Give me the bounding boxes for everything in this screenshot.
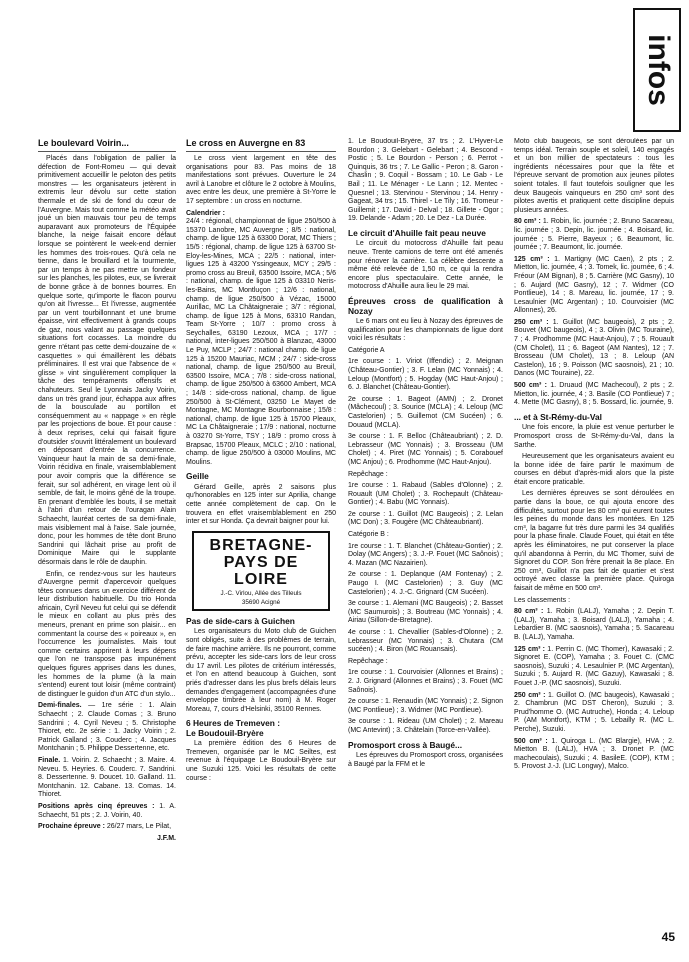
results-text: 3e course : 1. F. Belloc (Châteaubriant) ; 2. D. Lebrasseur (MC Yonnais) ; 3. Brosseau (UM Cholet) ; 4. Piret (MC Yonnais) ; 5. Corabouef (MC Anjou) ; 6. Prodhomme (MC Haut-Anjou).	[348, 433, 503, 466]
results-text: 1re course : 1. Viriot (Iffendic) ; 2. Meignan (Château-Gontier) ; 3. F. Lelan (MC Yonnais) ; 4. Leloup (Montfort) ; 5. Hogday (MC Haut-Anjou) ; 6. J. Blanchet (Château-Gontier).	[348, 358, 503, 392]
column-3	[348, 138, 503, 928]
results-label: 80 cm³ :	[514, 218, 541, 226]
calendar	[186, 210, 336, 468]
results-text: 1. Guillot (MC baugeois), 2 pts ; 2. Bouvet (MC baugeois), 4 ; 3. Olivin (MC Touraine), 7 ; 4. Prodhomme (MC Haut-Anjou), 7 ; 5. Rouault (CM Cholet), 11 ; 6. Bageot (AM Nantes), 12 ; 7. Brosseau (UM Cholet), 13 ; 8. Leloup (AN Castelon), 16 ; 9. Poisson (MC saosnois), 21 ; 10. Danos (MC Touraine), 22.	[514, 318, 674, 378]
region-title-line: LOIRE	[234, 570, 288, 588]
results-text: 4e course : 1. Chevallier (Sables-d'Olonne) ; 2. Lebrasseur (MC Yonnais) ; 3. Chutara (CM sucéen) ; 4. Biron (MC Rouansais).	[348, 629, 503, 654]
results-text: 1. Voirin. 2. Schaecht ; 3. Maire. 4. Neveu. 5. Heyries. 6. Couderc. 7. Sandrini. 8. Dessertenne. 9. Doucet. 10. Galland. 11. Montchanin. 12. Cabane. 13. Comas. 14. Thioret.	[38, 756, 176, 799]
category-label: Catégorie B :	[348, 531, 389, 539]
results-text: 1. A. Schaecht, 51 pts ; 2. J. Voirin, 40.	[38, 802, 176, 819]
results-80	[514, 608, 674, 642]
results-text: 2e course : 1. Renaudin (MC Yonnais) ; 2. Signon (MC Pontlieue) ; 3. Widmer (MC Pontlieue).	[348, 698, 503, 714]
region-title-line: BRETAGNE-	[209, 536, 313, 554]
results-label: Prochaine épreuve :	[38, 823, 105, 831]
results-positions	[38, 803, 176, 820]
title-line: Le Boudouil-Bryère	[186, 727, 264, 738]
results-label: Positions après cinq épreuves :	[38, 802, 155, 810]
calendar-label: Calendrier :	[186, 209, 225, 217]
results-finale	[38, 757, 176, 800]
results-80	[514, 218, 674, 252]
column-1	[38, 138, 176, 928]
article-body: Heureusement que les organisateurs avaient eu la bonne idée de faire partir le maximum de courses en début d'après-midi alors que la piste était encore praticable.	[514, 453, 674, 486]
infos-logo-art	[635, 10, 679, 130]
classements-label: Les classements :	[514, 596, 571, 604]
region-title-line: PAYS DE	[223, 553, 299, 571]
results-text: 2e série : 1. Jacky Voirin ; 2. Patrick Galland ; 3. Couderc ; 4. Jacques Montchanin ; 5. Philippe Dessertenne, etc.	[38, 728, 176, 753]
article-title-auvergne: Le cross en Auvergne en 83	[186, 138, 336, 152]
results-text: 1. Martigny (MC Caen), 2 pts ; 2. Mietton, lic. journée, 4 ; 3. Tomek, lic. journée, 6 ; 4. Fréour (AM Bignan), 8 ; 5. Carrière (MC Gasny), 10 ; 6. Aujard (MC Gasny), 12 ; 7. Widmer (CO Pontlieue), 14 ; 8. Mareau, lic. journée, 17 ; 9. Lesaulnier (MC Argentan) ; 10. Courvoisier (MC Allonnes), 26.	[514, 255, 674, 315]
article-title-nozay: Épreuves cross de qualification à Nozay	[348, 296, 503, 316]
article-title-st-remy: ... et à St-Rémy-du-Val	[514, 411, 602, 422]
results-label: 500 cm³ :	[514, 382, 547, 390]
author-signature: J.F.M.	[156, 834, 176, 842]
results-label: Demi-finales.	[38, 702, 82, 710]
results-125	[514, 646, 674, 689]
results-text: 1re course : 1. Rabaud (Sables d'Olonne) ; 2. Rouault (UM Cholet) ; 3. Rochepault (Château-Gontier) ; 4. Babu (MC Yonnais).	[348, 482, 503, 507]
article-body: Le cross vient largement en tête des organisations pour 83. Pas moins de 18 manifestations sont prévues. Ouverture le 24 avril à Lanobre et clôture le 2 octobre à Moulins, avec entre les deux, une première à St-Yorre le 17 septembre : un cross en nocturne.	[186, 155, 336, 205]
results-demi	[38, 702, 176, 754]
region-box	[192, 531, 330, 611]
results-label: 500 cm³ :	[514, 737, 548, 745]
results-text: 2e course : 1. Guillot (MC Baugeois) ; 2. Lelan (MC Don) ; 3. Fougère (MC Châteaubriant).	[348, 510, 503, 527]
results-125	[514, 256, 674, 316]
results-text: 26/27 mars, Le Pilat,	[106, 823, 172, 831]
results-label: Finale.	[38, 756, 61, 764]
article-title-voirin: Le boulevard Voirin...	[38, 138, 176, 152]
article-title-promosport: Promosport cross à Baugé...	[348, 739, 463, 750]
results-text: 1. Perrin C. (MC Thomer), Kawasaki ; 2. Signoret E. (COP), Yamaha ; 3. Fouet C. (CMC saosnois), Suzuki ; 4. Lesaulnier P. (MC Argentan), Suzuki ; 5. Aujard R. (MC Gazuy), Kawasaki ; 8. Fouet J.-P. (MC saosnois), Suzuki.	[514, 645, 674, 687]
results-text: 1. Guillot O. (MC baugeois), Kawasaki ; 2. Chambrun (MC DST Cheron), Suzuki ; 3. Prud'homme O. (MC Autruche), Honda ; 4. Leloup P. (AM Montfort), KTM ; 5. Lebailly R. (MC L. Perche), Suzuki.	[514, 691, 674, 733]
article-body: Les organisateurs du Moto club de Guichen sont obligés, suite à des problèmes de terrain, de faire machine arrière. Ils ne pourront, comme prévu, accepter les side-cars lors de leur cross du 17 avril. Les pilotes de critérium intéressés, et l'on en attend beaucoup à Guichen, sont priés d'adresser dans les plus brefs délais leurs demandes d'engagement (accompagnées d'une enveloppe timbrée à leur nom) à M. Roger Moreau, 7, cours d'Helsinki, 35100 Rennes.	[186, 628, 336, 713]
article-title-geille: Geille	[186, 471, 209, 482]
article-body: Gérard Geille, après 2 saisons plus qu'honorables en 125 inter sur Aprilia, change cette année complètement de cap. On le trouvera en effet vraisemblablement en 250 inter et sur Honda. Ça devrait baigner pour lui.	[186, 483, 336, 526]
results-250	[514, 319, 674, 379]
results-label: 250 cm³ :	[514, 318, 549, 326]
article-body: Les épreuves du Promosport cross, organisées à Baugé par la FFM et le	[348, 752, 503, 768]
results-text: 1. Quiroga L. (MC Blargie), HVA ; 2. Mietton B. (LALJ), HVA ; 3. Dronet P. (MC machecoulais), Suzuki ; 4. BasileE. (COP), KTM ; 5. Provost J.-J. (LIC Longwy), Malco.	[514, 737, 674, 771]
article-title-ahuille: Le circuit d'Ahuille fait peau neuve	[348, 227, 486, 238]
infos-logo-text: infos	[642, 34, 676, 106]
page-number: 45	[661, 930, 675, 944]
results-label: 125 cm³ :	[514, 255, 550, 263]
results-text: 2e course : 1. Deplanque (AM Fontenay) ; 2. Paugo I. (MC Castelorien) ; 3. Guy (MC Castelorien) ; 4. J.-C. Grignard (CM Sucéen).	[348, 571, 503, 596]
calendar-text: 24/4 : régional, championnat de ligue 250/500 à 15370 Lanobre, MC Auvergne ; 8/5 : national, champ. de ligue 125 à 63300 Dorat, MC Thiers ; 15/5 : régional, champ. de ligue 125 à 63700 St-Eloy-les-Mines, MCA ; 22/5 : national, inter-ligues 125 à 43200 Yssingeaux, MCY ; 29/5 : promo cross au Breuil, 63500 Issoire, MCA ; 5/6 : national, champ. de ligue 125 à 03310 Neris-les-Bains, MC Montluçon ; 12/6 : national, champ. de ligue 250/500 à Vézac, 15000 Aurillac, MC La Châtaigneraie ; 3/7 : régional, champ. de ligue 125 à Mons, 63310 Randan, Team St-Yorre ; 10/7 : promo cross à Seychalles, 63190 Lezoux, MCA ; 17/7 : national, inter-ligues 250/500 à Blanzac, 43000 Le Puy, MCLP ; 24/7 : national champ. de ligue 125 à 15200 Mauriac, MCM ; 24/7 : side-cross national, champ. de ligue 250/500 au Breuil, 63500 Issoire, MCA ; 7/8 : side-cross national, champ. de ligue 250/500 à 63600 Ambert, MCA ; 14/8 : side-cross national, champ. de ligue 250/500 à St-Clément, 03250 Le Mayet de Montagne, MC Montagne Bourbonnaise ; 15/8 : national, champ. de ligue 125 à 15700 Pleaux, MC La Châtaigneraie ; 17/9 : national, nocturne à 03270 St-Yorre, TSY ; 18/9 : promo cross à Brapsac, 15700 Pleaux, MCLC ; 2/10 : national, champ. de ligue 250/500 à 03000 Moulins, MC Moulins.	[186, 218, 336, 466]
results-label: 125 cm³ :	[514, 645, 546, 653]
results-tremeven: 1. Le Boudouil-Bryère, 37 trs ; 2. L'Hyver-Le Bourdon ; 3. Gelebart - Gelebart ; 4. Bescond - Postic ; 5. Le Bourdon - Person ; 6. Perrot - Quinquis, 36 trs ; 7. Le Gallic - Peron ; 8. Garon - Chaslin ; 9. Coquil - Bossam ; 10. Le Gab - Le Bail ; 11. Le Ménager - Le Lann ; 12. Mentec - Quesnel ; 13. Stervinou - Stervinou ; 14. Henry - Gageat, 34 trs ; 15. Thirel - Le Tily ; 16. Tromeur - Guillemit ; 17. David - Delval ; 18. Gillete - Ogor ; 19. Delande - Adam ; 20. Le Dez - La Durée.	[348, 138, 503, 223]
title-line: 6 Heures de Tremeven :	[186, 718, 281, 729]
results-500	[514, 382, 674, 408]
results-label: 250 cm³ :	[514, 691, 546, 699]
article-body: Une fois encore, la pluie est venue perturber le Promosport cross de St-Rémy-du-Val, dans la Sarthe.	[514, 424, 674, 449]
article-body: Le 6 mars ont eu lieu à Nozay des épreuves de qualification pour les championnats de ligue dont voici les résultats :	[348, 318, 503, 343]
results-text: 3e course : 1. Rideau (UM Cholet) ; 2. Mareau (MC Antevint) ; 3. Châtelain (Torce-en-Vallée).	[348, 718, 503, 734]
infos-logo	[633, 8, 681, 132]
results-text: 1re course : 1. Courvoisier (Allonnes et Brains) ; 2. J. Grignard (Allonnes et Brains) ; 3. Fouet (MC Saônois).	[348, 669, 503, 694]
results-250	[514, 692, 674, 735]
results-text: — 1re série : 1. Alain Schaecht ; 2. Claude Comas ; 3. Bruno Sandrini ; 4. Cyril Neveu ; 5. Christophe Thioret, etc.	[38, 702, 176, 736]
region-contact: 35690 Acigné	[241, 598, 281, 606]
next-event	[38, 823, 176, 832]
repechage-label: Repêchage :	[348, 470, 388, 478]
results-text: 1. Druaud (MC Machecoul), 2 pts ; 2. Mietton, lic. journée, 4 ; 3. Basile (CO Pontlieue) 7 ; 4. Mette (MC Gasny), 8 ; 5. Bossard, lic. journée, 9.	[514, 382, 674, 407]
article-title-guichen: Pas de side-cars à Guichen	[186, 615, 295, 626]
article-title-tremeven	[186, 719, 336, 738]
article-body: La première édition des 6 Heures de Tremeven, organisée par le MC Seiltes, est revenue à l'équipage Le Boudouil-Bryère sur une Suzuki 125. Voici les résultats de cette course :	[186, 740, 336, 782]
article-body: Placés dans l'obligation de pallier la défection de Font-Romeu — qui devait primitivement accueillir le peloton des petits monstres — les organisateurs jetèrent in extremis leur dévolu sur cette station thermale et de ski de fond du cœur de l'Auvergne. Mais tout comme la météo avait joué un bien mauvais tour peu de temps auparavant aux promoteurs de l'Équipée blanche, la neige faisait encore défaut lorsque se pointèrent le week-end dernier les hommes des trois-roues. Qu'à cela ne tienne, dans le brouillard et la tourmente, par un temps à ne pas mettre un fondeur sur les planches, les pilotes, eux, se livrerait de bonne grâce à de bonnes bourres. En quelque sorte, qu'importe le flacon pourvu qu'on ait l'ivresse... Et l'ivresse, augmentée par un vent tourbillonnant et une brume épaisse, vint effectivement à grands coups de gaz, nous valant au passage quelques situations fort cocasses. La moindre du genre n'étant pas cette demi-douzaine de « casquettes » qui émaillèrent les débats préliminaires. Il est vrai que l'absence de « glisse » vint singulièrement compliquer la tâche des tempéraments offensifs et chahuteurs. Seul le Lyonnais Jacky Voirin, dans un très grand jour, échappa aux affres de la bousculade au portillon et conséquemment au « nappage » en règle par les projections de boue. Et pour cause : à deux reprises, celui qui faisait figure d'outsider s'ouvrit littéralement un boulevard en déposant d'entrée la concurrence. Vainqueur haut la main de sa demi-finale, Voirin récidiva en finale, vraisemblablement pour avoir compris que la différence se ferait, sur sol adhérent, en virage lent où il semble, de fait, le moins gêné de la troupe. En prenant d'emblée les bouts, il se mettait à l'abri d'un retour de l'ouragan Alain Schaecht, lauréat certes de sa demi-finale, mais visiblement mal à l'aise. Sale journée, donc, pour les hommes de tête dont Bruno Sandrini qui lâchait prise au profit de Dominique Maire qui le supplante désormais dans le rôle de dauphin.	[38, 155, 176, 566]
article-body: Les dernières épreuves se sont déroulées en partie dans la boue, ce qui ajouta encore des difficultés, surtout pour les 80 cm³ qui eurent toutes les peines du monde dans les montées. En 125 cm³, la bagarre fut très dure parmi les 34 qualifiés pour la phase finale. Claude Fouet, qui était en tête après les éliminatoires, ne put conserver la place qu'il abandonna à Perrin, du MC Thomer, suivi de Signoret du COP. Son frère prenait la 8e place. En 250 cm³, Guillot n'a pas fait de quartier et s'est octroyé avec classe la première place. Quiroga faisait de même en 500 cm³.	[514, 490, 674, 592]
article-body: Le circuit du motocross d'Ahuille fait peau neuve. Trente camions de terre ont été amenés pour rénover la carrière. La célèbre descente a même été relevée de 1,50 m, ce qui la rendra encore plus spectaculaire. Cette année, le motocross d'Ahuille aura lieu le 29 mai.	[348, 240, 503, 291]
region-contact: J.-C. Virlou, Allée des Tilleuls	[220, 589, 302, 597]
column-2	[186, 138, 336, 928]
results-text: 1. Robin (LALJ), Yamaha ; 2. Depin T. (LALJ), Yamaha ; 3. Boisard (LALJ), Yamaha ; 4. Lebardier B. (MC saosnois), Yamaha ; 5. Sacareau B. (LALJ), Yamaha.	[514, 608, 674, 641]
repechage-label: Repêchage :	[348, 657, 388, 665]
article-body: Moto club baugeois, se sont déroulées par un temps idéal. Terrain souple et soleil, 140 engagés et un bon millier de spectateurs : tous les ingrédients nécessaires pour que la fête et l'épreuve servant de promotion aux jeunes pilotes soient totales. Il faut toutefois souligner que les deux Baugeois vainqueurs en 250 cm³ sont des pilotes avertis et pratiquent cette discipline depuis plusieurs années.	[514, 138, 674, 214]
results-text: 1re course : 1. T. Blanchet (Château-Gontier) ; 2. Dolay (MC Angers) ; 3. J.-P. Fouet (MC Saônois) ; 4. Mazan (MC Nazairien).	[348, 542, 503, 567]
results-text: 2e course : 1. Bageot (AMN) ; 2. Dronet (Mâchecoul) ; 3. Sourice (MCLA) ; 4. Leloup (MC Castelorien) ; 5. Guillemot (CM Sucéen) ; 6. Douaud (MCLA).	[348, 395, 503, 429]
results-text: 1. Robin, lic. journée ; 2. Bruno Sacareau, lic. journée ; 3. Depin, lic. journée ; 4. Boisard, lic. journée ; 5. Pierre, Bayeux ; 6. Beaumont, lic. journée ; 7. Beaumont, lic. journée.	[514, 218, 674, 252]
article-body: Enfin, ce rendez-vous sur les hauteurs d'Auvergne permit d'apercevoir quelques têtes connues dans un exercice différent de leur distribution habituelle. Du trio Honda africain, Cyril Neveu fut celui qui se défendit le mieux en collant au plus près des meneurs, prenant en prime son plaisir... en commentant la course des « poireaux », en l'occurrence les journalistes. Mais tout comme certains apprirent à leurs dépens que l'on ne transpose pas impunément quelques figures apprises dans les dunes, les hommes de la plume (à la main s'entend) eurent tout loisir (même contraint) de distinguer le guidon d'un ATC d'un stylo...	[38, 570, 176, 698]
column-4	[514, 138, 674, 928]
results-text: 3e course : 1. Alemani (MC Baugeois) ; 2. Basset (MC Saumurois) ; 3. Boutreau (MC Yonnais) ; 4. Airiau (Sillon-de-Bretagne).	[348, 600, 503, 625]
results-label: 80 cm³ :	[514, 608, 544, 616]
category-label: Catégorie A	[348, 346, 385, 354]
results-500	[514, 738, 674, 772]
